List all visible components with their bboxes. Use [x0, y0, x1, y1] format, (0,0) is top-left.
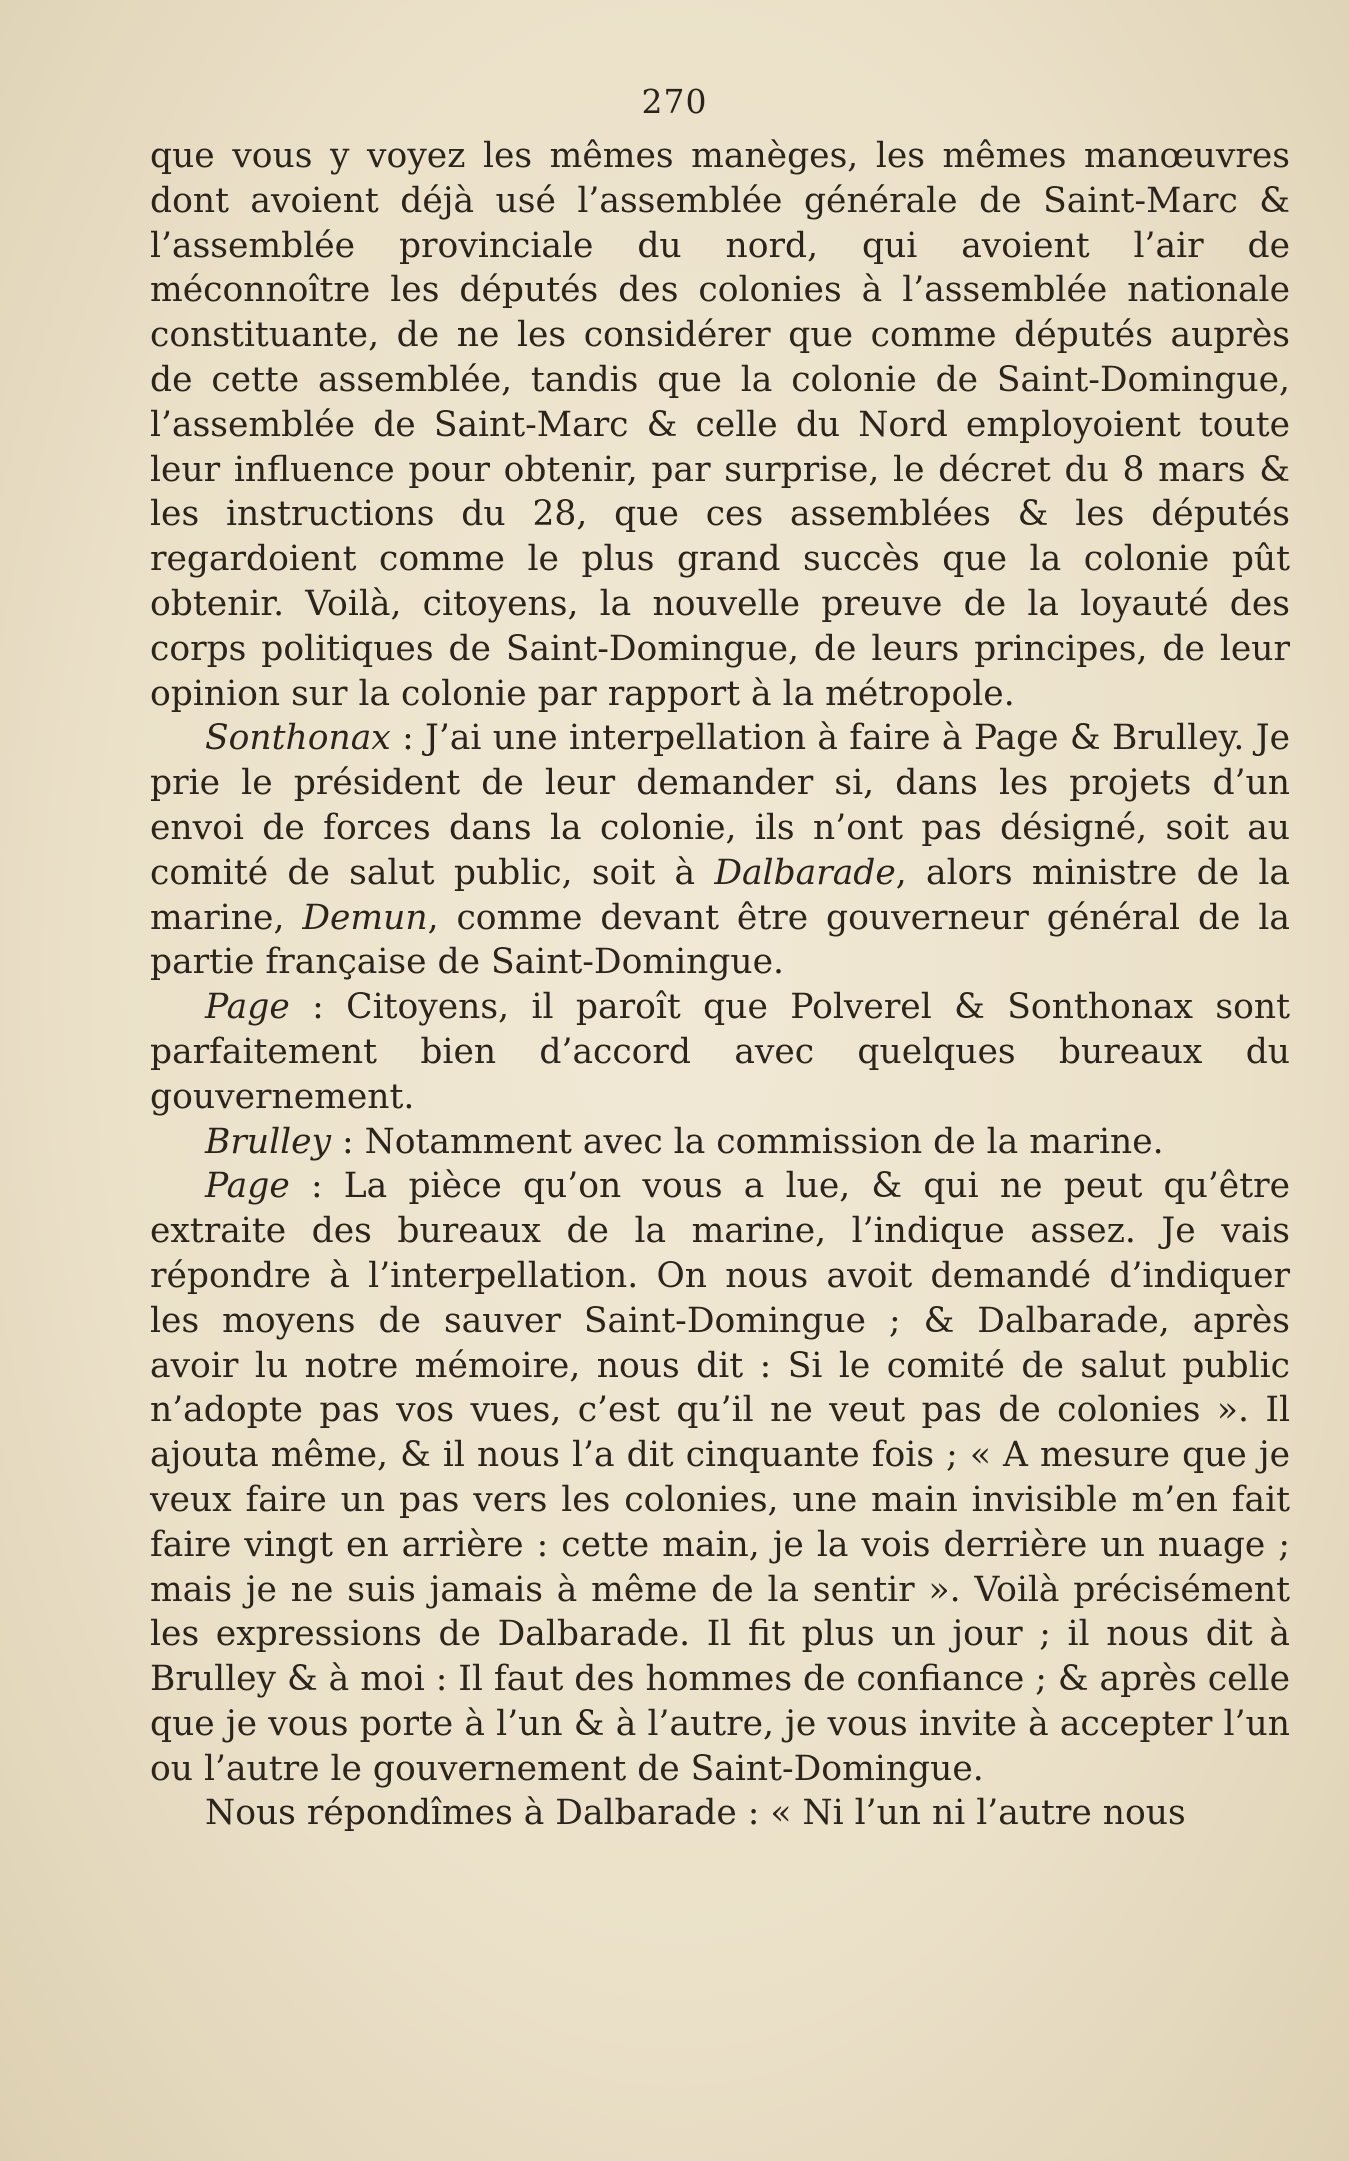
paragraph-page-1	[150, 985, 1290, 1119]
speaker-name: Sonthonax	[205, 718, 391, 759]
paragraph-brulley	[150, 1120, 1290, 1165]
page-body	[150, 134, 1290, 1836]
paragraph-page-2	[150, 1164, 1290, 1791]
paragraph-text: , comme devant être gouverneur général de la partie française de Saint-Domingue.	[150, 897, 1290, 983]
paragraph-continuation: que vous y voyez les mêmes manèges, les mêmes manœuvres dont avoient déjà usé l’assemblée générale de Saint-Marc & l’assemblée provinciale du nord, qui avoient l’air de méconnoître les députés des colonies à l’assemblée nationale constituante, de ne les considérer que comme députés auprès de cette assemblée, tandis que la colonie de Saint-Domingue, l’assemblée de Saint-Marc & celle du Nord employoient toute leur influence pour obtenir, par surprise, le décret du 8 mars & les instructions du 28, que ces assemblées & les députés regardoient comme le plus grand succès que la colonie pût obtenir. Voilà, citoyens, la nouvelle preuve de la loyauté des corps politiques de Saint-Domingue, de leurs principes, de leur opinion sur la colonie par rapport à la métropole.	[150, 136, 1290, 714]
person-name: Demun	[302, 897, 428, 938]
paragraph-text: : La pièce qu’on vous a lue, & qui ne peut qu’être extraite des bureaux de la marine, l’indique assez. Je vais répondre à l’interpellation. On nous avoit demandé d’indiquer les moyens de sauver Saint-Domingue ; & Dalbarade, après avoir lu notre mémoire, nous dit : Si le comité de salut public n’adopte pas vos vues, c’est qu’il ne veut pas de colonies ». Il ajouta même, & il nous l’a dit cinquante fois ; « A mesure que je veux faire un pas vers les colonies, une main invisible m’en fait faire vingt en arrière : cette main, je la vois derrière un nuage ; mais je ne suis jamais à même de la sentir ». Voilà précisément les expressions de Dalbarade. Il fit plus un jour ; il nous dit à Brulley & à moi : Il faut des hommes de confiance ; & après celle que je vous porte à l’un & à l’autre, je vous invite à accepter l’un ou l’autre le gouvernement de Saint-Domingue.	[150, 1166, 1290, 1789]
speaker-name: Brulley	[205, 1121, 332, 1162]
speaker-name: Page	[205, 987, 290, 1028]
paragraph-text: , alors ministre de la marine,	[150, 852, 1290, 938]
page-number: 270	[641, 82, 708, 121]
paragraph-final: Nous répondîmes à Dalbarade : « Ni l’un ni l’autre nous	[205, 1793, 1186, 1834]
speaker-name: Page	[205, 1166, 290, 1207]
paragraph-text: : J’ai une interpellation à faire à Page & Brulley. Je prie le président de leur demander si, dans les projets d’un envoi de forces dans la colonie, ils n’ont pas désigné, soit au comité de salut public, soit à	[150, 718, 1290, 893]
paragraph-sonthonax	[150, 716, 1290, 985]
paragraph-text: : Notamment avec la commission de la marine.	[331, 1121, 1164, 1162]
paragraph-text: : Citoyens, il paroît que Polverel & Sonthonax sont parfaitement bien d’accord avec quelques bureaux du gouvernement.	[150, 987, 1290, 1117]
person-name: Dalbarade	[714, 852, 896, 893]
